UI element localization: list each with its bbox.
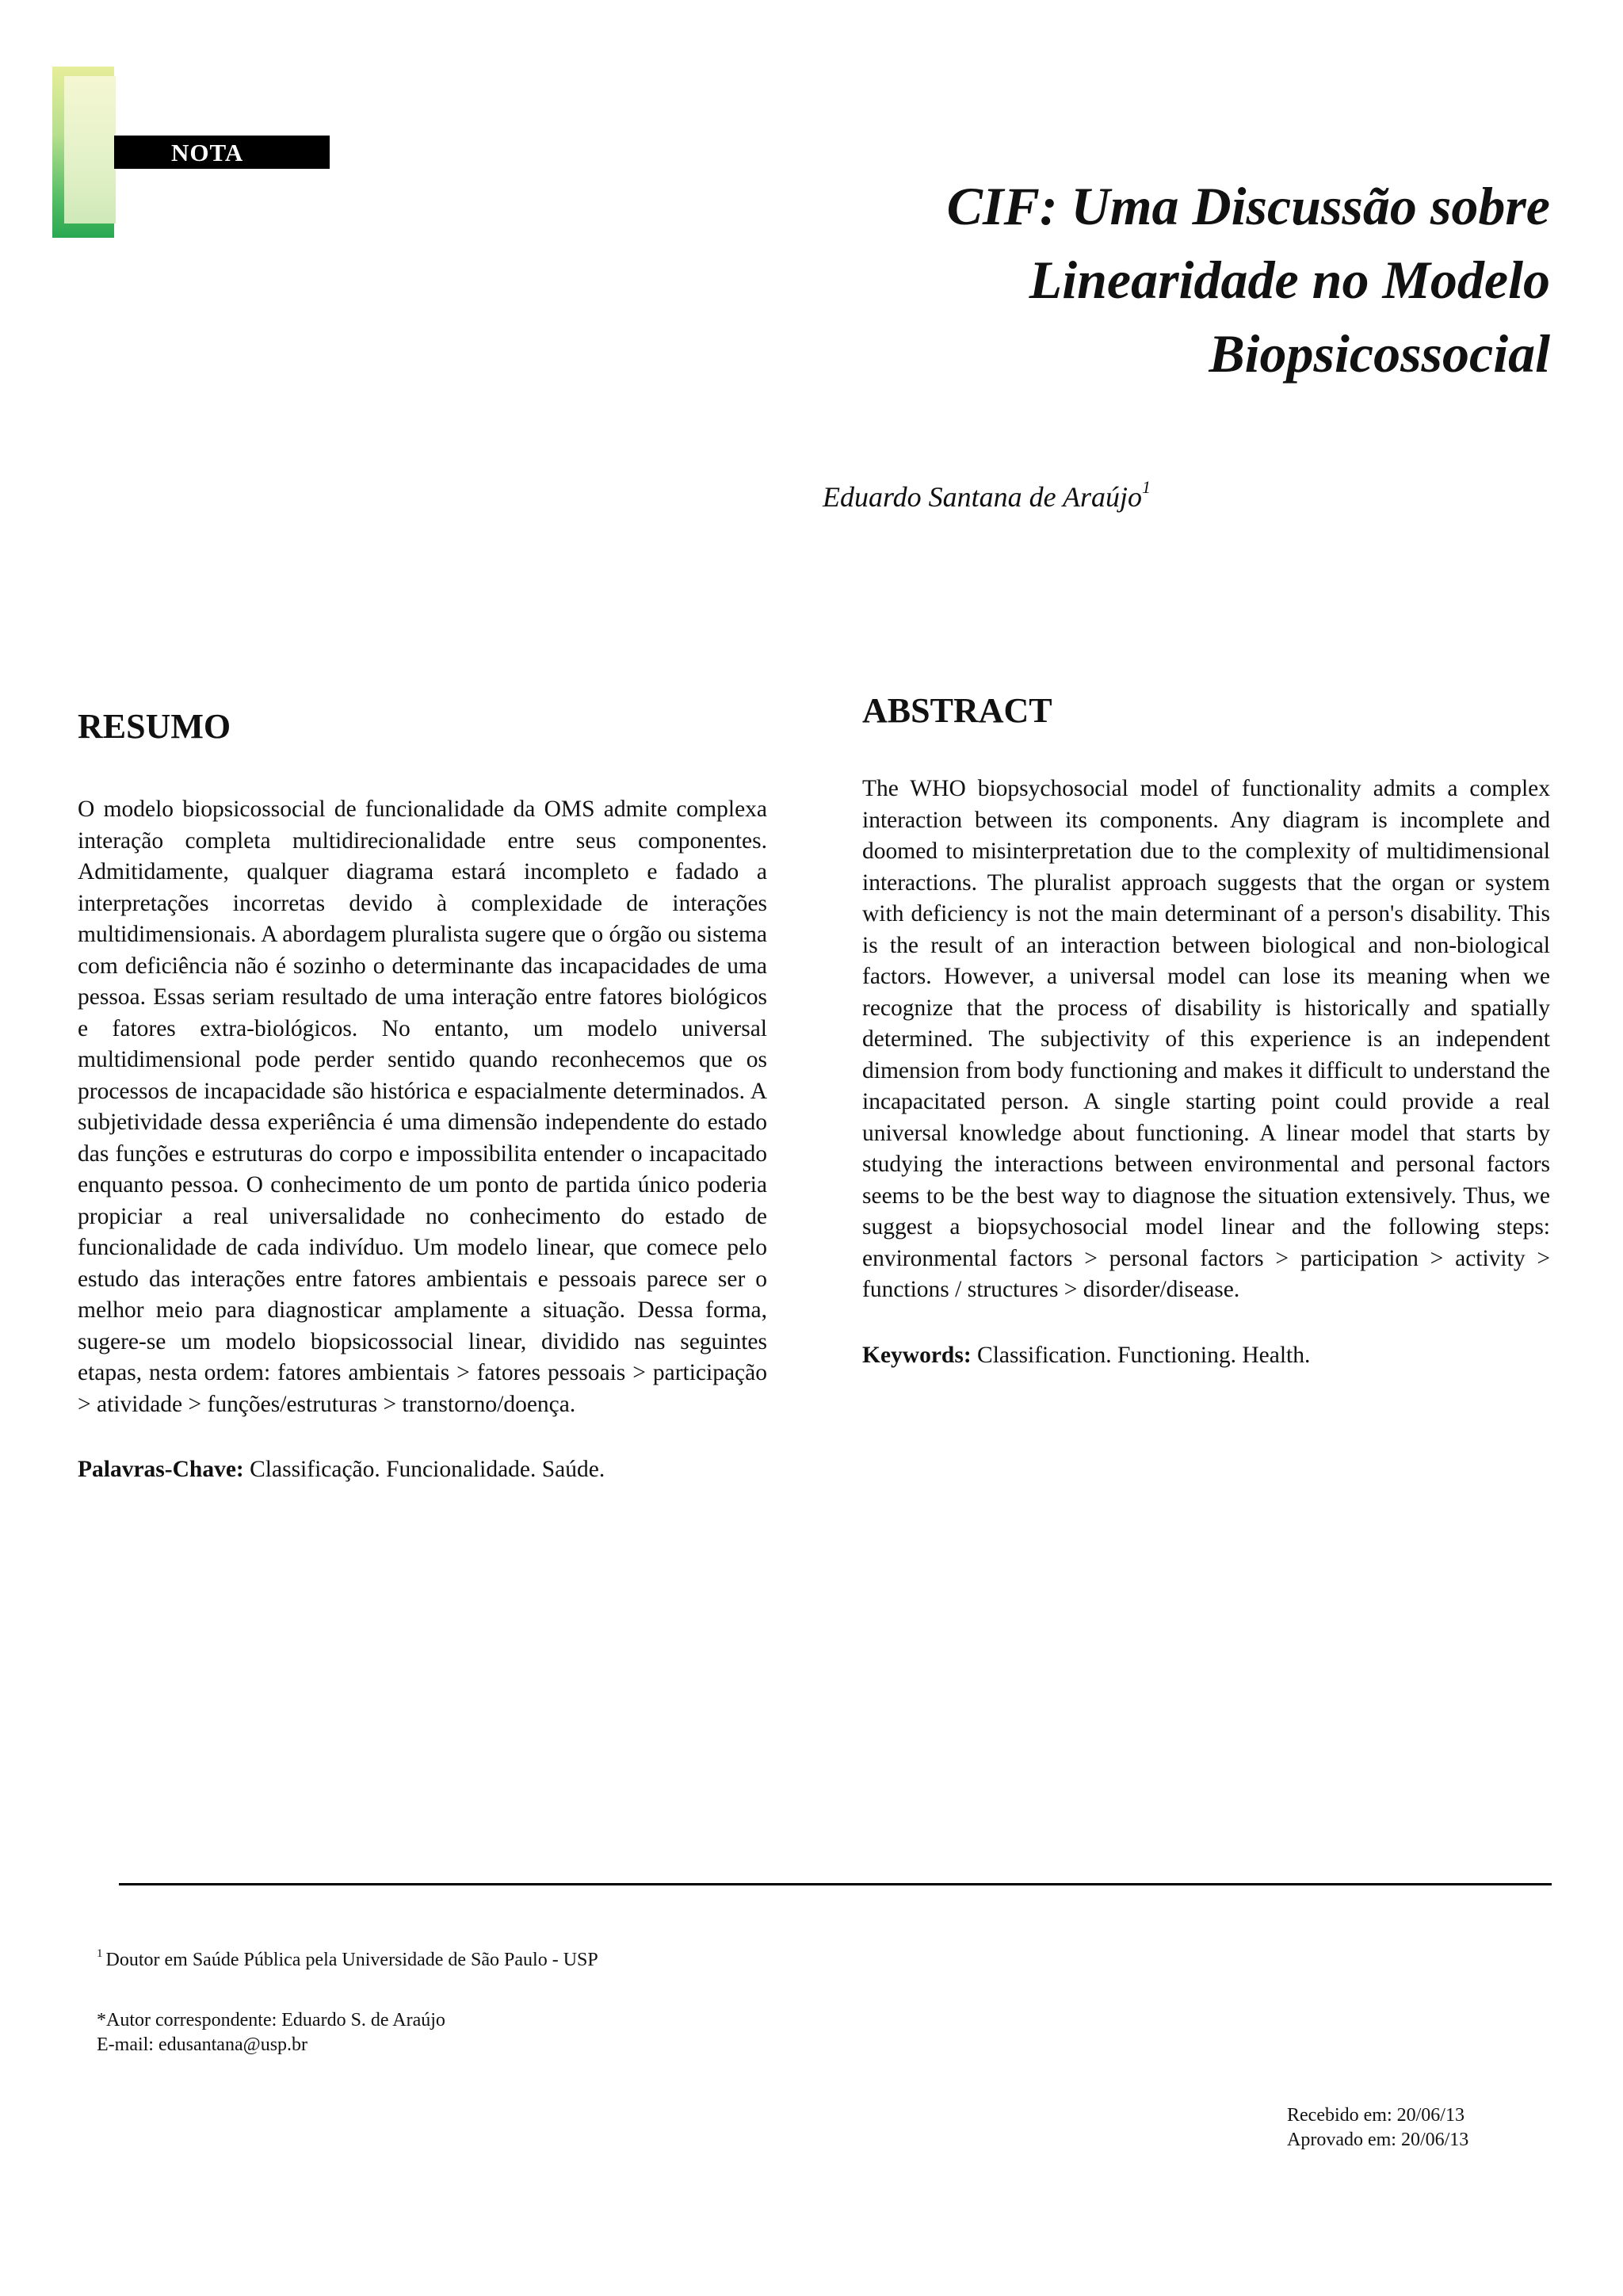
footnote-divider xyxy=(119,1883,1552,1885)
resumo-keywords xyxy=(78,1454,767,1485)
header-accent-overlay xyxy=(64,76,116,223)
resumo-heading: RESUMO xyxy=(78,707,231,746)
title-line-2: Linearidade no Modelo xyxy=(1029,250,1550,310)
resumo-section xyxy=(78,705,767,1485)
title-line-1: CIF: Uma Discussão sobre xyxy=(946,176,1550,236)
abstract-keywords xyxy=(862,1339,1550,1371)
resumo-keywords-list: Classificação. Funcionalidade. Saúde. xyxy=(250,1457,605,1482)
article-title xyxy=(678,170,1550,391)
abstract-heading: ABSTRACT xyxy=(862,691,1052,730)
footnote-text: Doutor em Saúde Pública pela Universidade de São Paulo - USP xyxy=(105,1950,598,1970)
section-tag: NOTA xyxy=(171,139,244,166)
section-tag-bar xyxy=(114,136,330,169)
title-line-3: Biopsicossocial xyxy=(1209,323,1550,384)
abstract-text: The WHO biopsychosocial model of functionality admits a complex interaction between its components. Any diagram is incomplete and doomed to misinterpretation due to the complexity of multidimensional interactions. The pluralist approach suggests that the organ or system with deficiency is not the main determinant of a person's disability. This is the result of an interaction between biological and non-biological factors. However, a universal model can lose its meaning when we recognize that the process of disability is historically and spatially determined. The subjectivity of this experience is an independent dimension from body functioning and makes it difficult to understand the incapacitated person. A single starting point could provide a real universal knowledge about functioning. A linear model that starts by studying the interactions between environmental and personal factors seems to be the best way to diagnose the situation extensively. Thus, we suggest a biopsychosocial model linear and the following steps: environmental factors > personal factors > participation > activity > functions / structures > disorder/disease. xyxy=(862,776,1550,1302)
author-affiliation-footnote xyxy=(97,1943,598,1972)
footnote-marker: 1 xyxy=(97,1947,103,1960)
author-line xyxy=(823,477,1151,514)
resumo-keywords-label: Palavras-Chave: xyxy=(78,1457,244,1482)
author-name: Eduardo Santana de Araújo xyxy=(823,481,1142,513)
approved-date: Aprovado em: 20/06/13 xyxy=(1287,2130,1469,2150)
resumo-text: O modelo biopsicossocial de funcionalidade da OMS admite complexa interação completa multidirecionalidade entre seus componentes. Admitidamente, qualquer diagrama estará incompleto e fadado a interpretações incorretas devido à complexidade de interações multidimensionais. A abordagem pluralista sugere que o órgão ou sistema com deficiência não é sozinho o determinante das incapacidades de uma pessoa. Essas seriam resultado de uma interação entre fatores biológicos e fatores extra-biológicos. No entanto, um modelo universal multidimensional pode perder sentido quando reconhecemos que os processos de incapacidade são histórica e espacialmente determinados. A subjetividade dessa experiência é uma dimensão independente do estado das funções e estruturas do corpo e impossibilita entender o incapacitado enquanto pessoa. O conhecimento de um ponto de partida único poderia propiciar a real universalidade no conhecimento do estado de funcionalidade de cada indivíduo. Um modelo linear, que comece pelo estudo das interações entre fatores ambientais e pessoais parece ser o melhor meio para diagnosticar amplamente a situação. Dessa forma, sugere-se um modelo biopsicossocial linear, dividido nas seguintes etapas, nesta ordem: fatores ambientais > fatores pessoais > participação > atividade > funções/estruturas > transtorno/doença. xyxy=(78,797,767,1417)
received-date: Recebido em: 20/06/13 xyxy=(1287,2105,1465,2126)
abstract-section xyxy=(862,690,1550,1371)
correspondence-block xyxy=(97,2008,445,2057)
abstract-keywords-label: Keywords: xyxy=(862,1342,972,1368)
submission-dates xyxy=(1287,2103,1468,2153)
corresponding-email: E-mail: edusantana@usp.br xyxy=(97,2034,308,2055)
abstract-keywords-list: Classification. Functioning. Health. xyxy=(977,1342,1311,1368)
corresponding-author: *Autor correspondente: Eduardo S. de Araújo xyxy=(97,2010,445,2030)
author-footnote-marker: 1 xyxy=(1142,477,1151,497)
